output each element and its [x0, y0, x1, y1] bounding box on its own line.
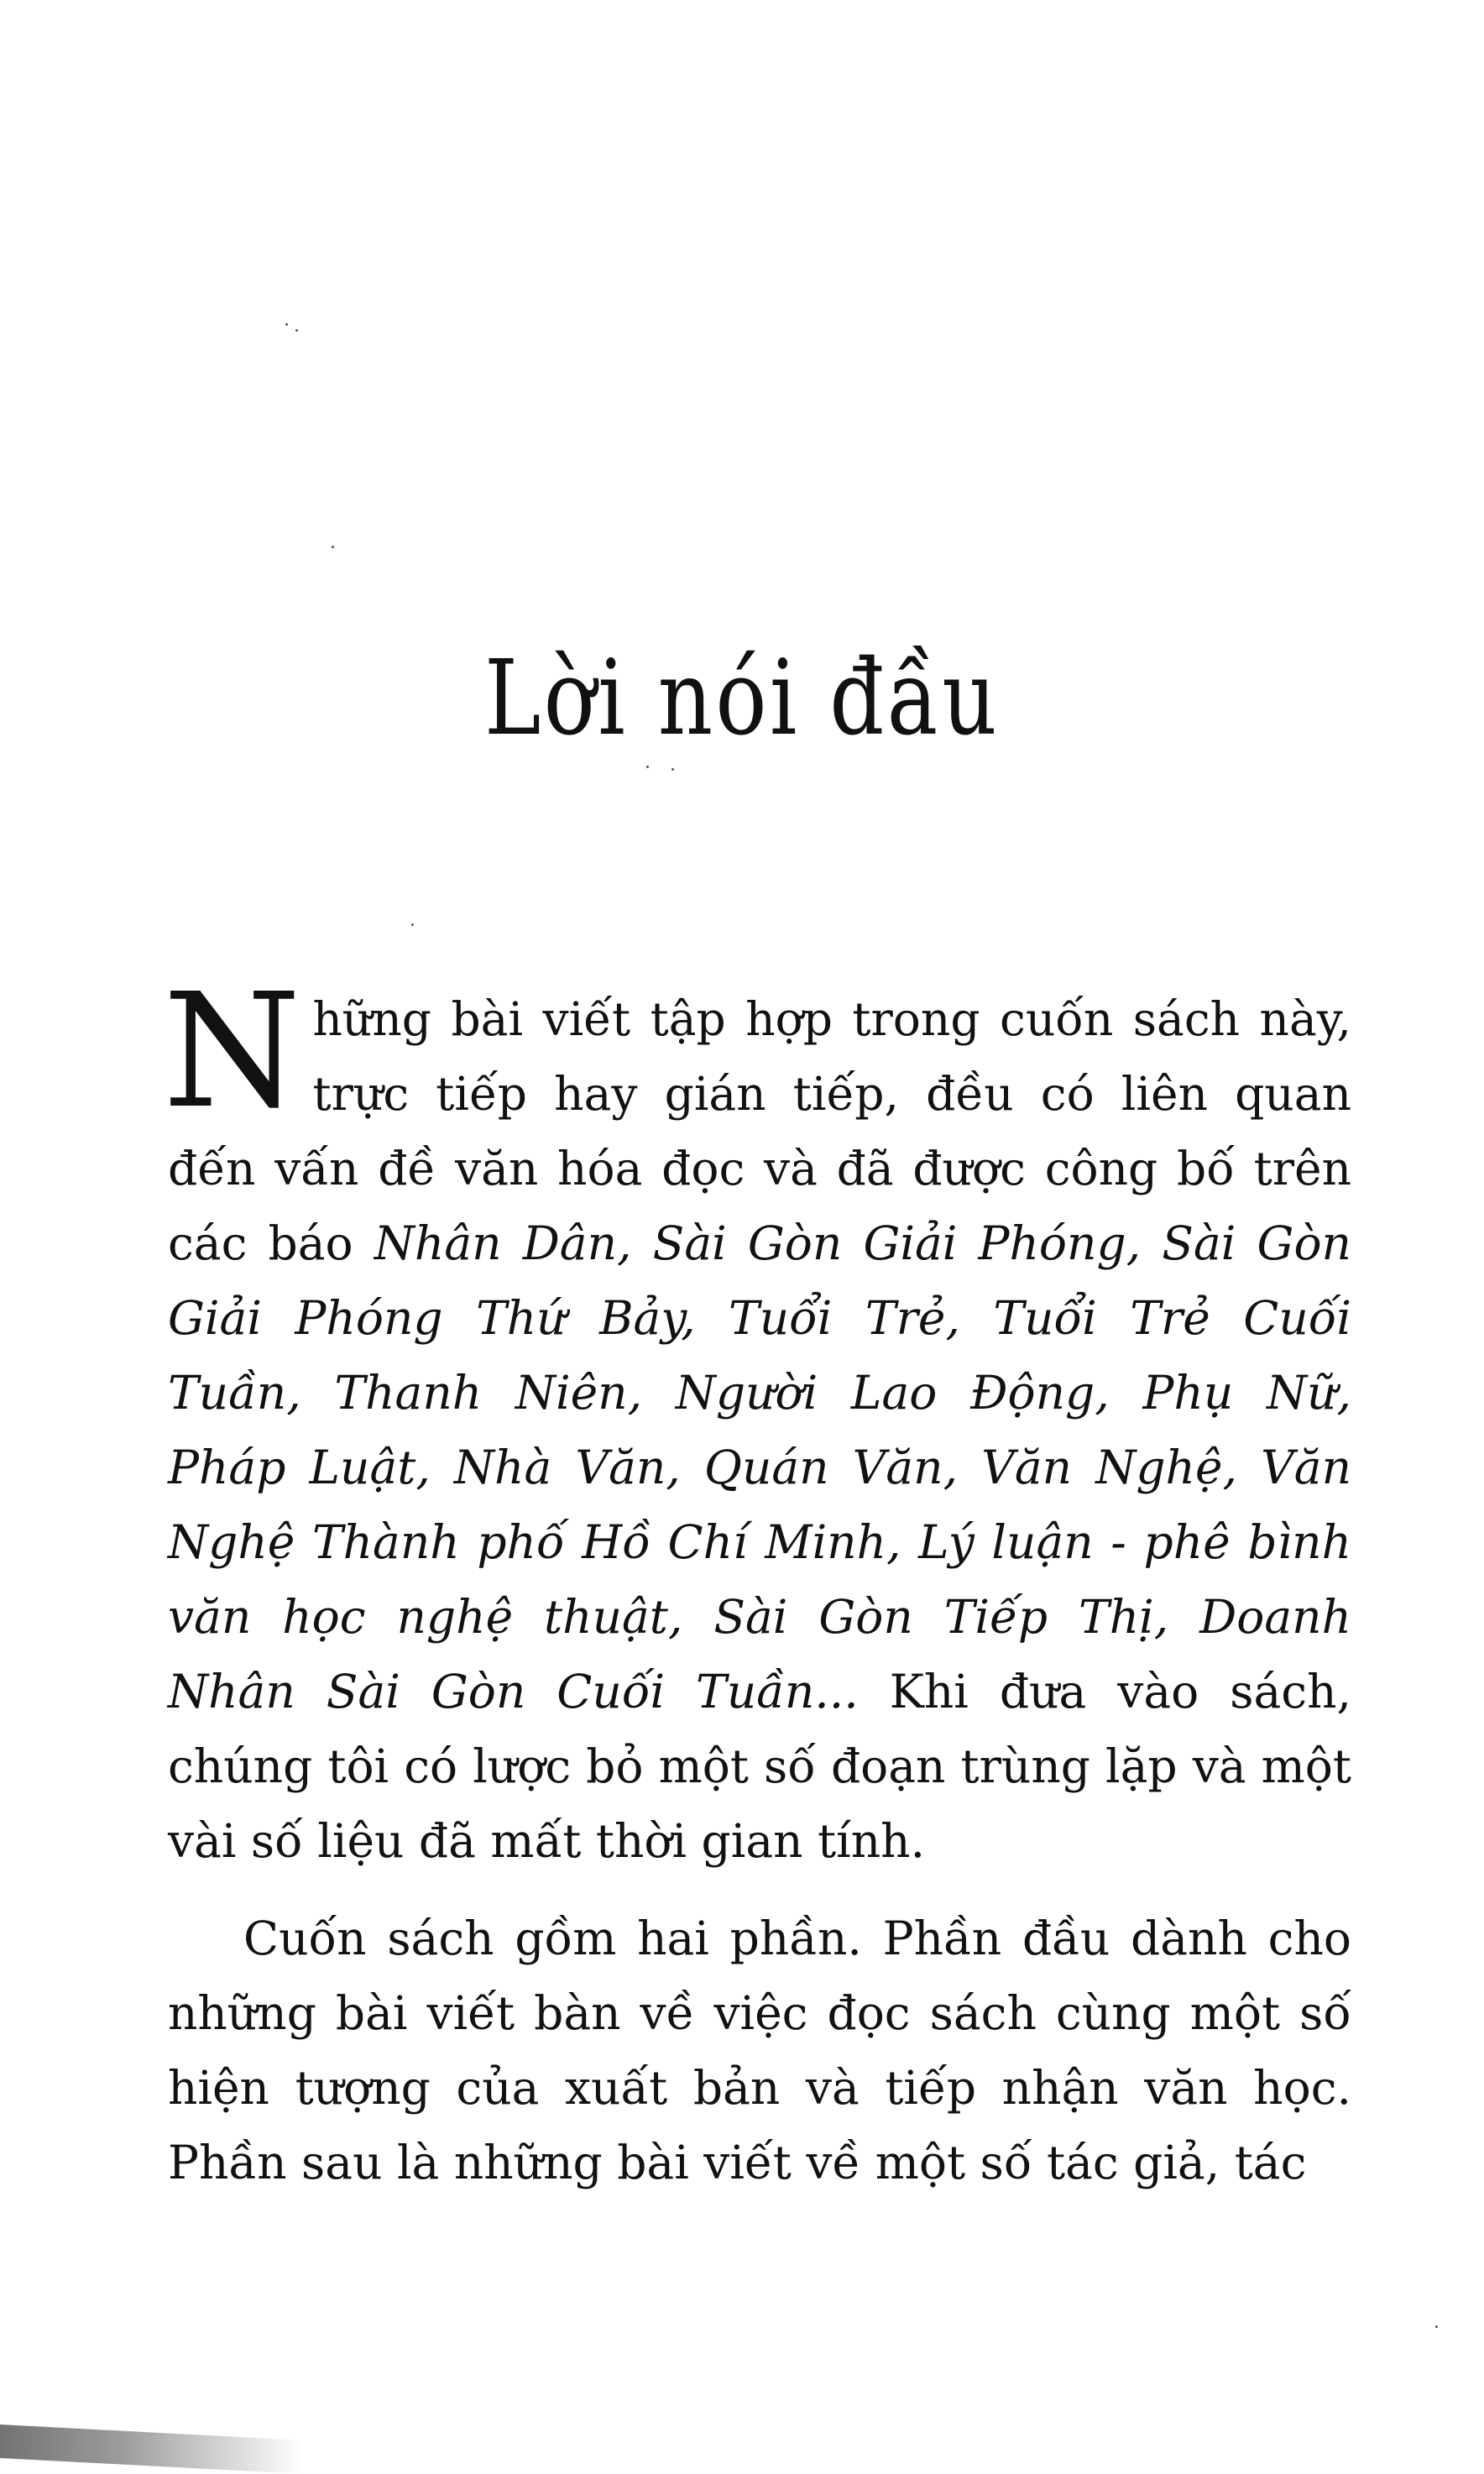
page-title: Lời nói đầu: [483, 638, 1001, 759]
body-text: [163, 960, 1351, 2200]
publication-list: Nhân Dân, Sài Gòn Giải Phóng, Sài Gòn Giải Phóng Thứ Bảy, Tuổi Trẻ, Tuổi Trẻ Cuối Tuần, Thanh Niên, Người Lao Động, Phụ Nữ, Pháp Luật, Nhà Văn, Quán Văn, Văn Nghệ, Văn Nghệ Thành phố Hồ Chí Minh, Lý luận - phê bình văn học nghệ thuật, Sài Gòn Tiếp Thị, Doanh Nhân Sài Gòn Cuối Tuần...: [168, 1216, 1351, 1718]
scan-speck: [646, 766, 649, 768]
paragraph-1: [163, 960, 1351, 1879]
scan-speck: [332, 546, 334, 548]
scan-speck: [1435, 2325, 1438, 2328]
scan-speck: [295, 329, 298, 332]
paragraph-2: Cuốn sách gồm hai phần. Phần đầu dành cho những bài viết bàn về việc đọc sách cùng một số hiện tượng của xuất bản và tiếp nhận văn học. Phần sau là những bài viết về một số tác giả, tác: [168, 1912, 1351, 2189]
paragraph-1-intro: hững bài viết tập hợp trong cuốn sách này, trực tiếp hay gián tiếp, đều có liên quan đến vấn đề văn hóa đọc và đã được công bố trên các báo: [168, 992, 1351, 1270]
scan-speck: [671, 768, 674, 771]
scan-speck: [285, 323, 288, 326]
drop-cap: N: [163, 960, 301, 1143]
paragraph-1-outro: Khi đưa vào sách, chúng tôi có lược bỏ một số đoạn trùng lặp và một vài số liệu đã mất thời gian tính.: [168, 1665, 1351, 1868]
scan-shadow: [0, 2424, 302, 2474]
scan-speck: [411, 923, 414, 926]
